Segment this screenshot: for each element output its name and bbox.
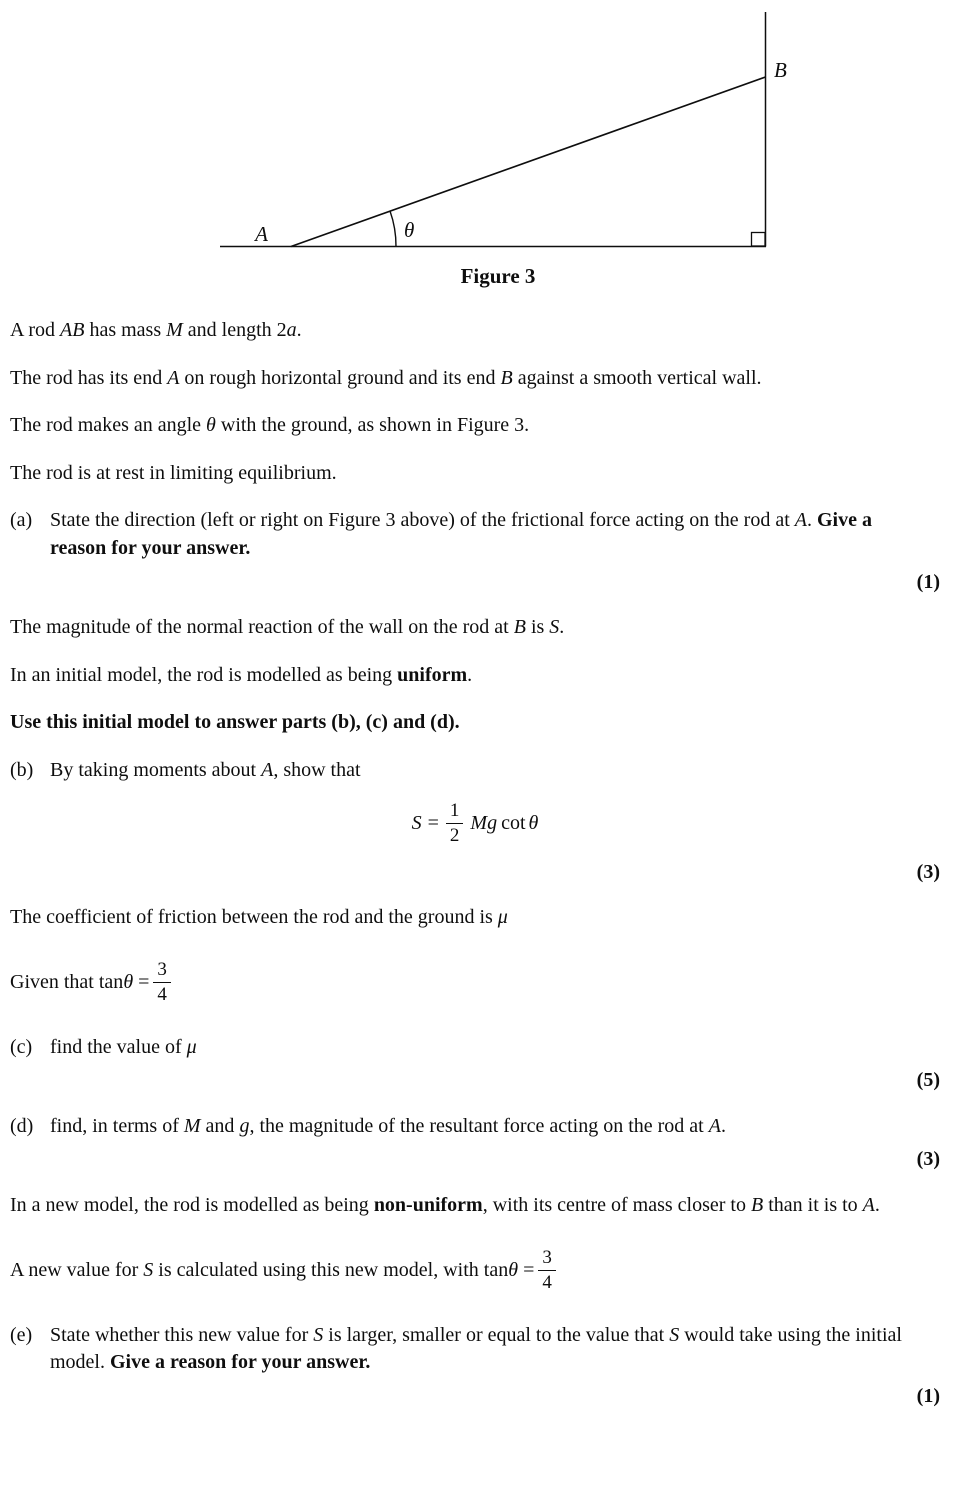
angle-arc bbox=[390, 211, 396, 247]
text-run: A new value for bbox=[10, 1258, 144, 1281]
given-prefix bbox=[10, 969, 149, 997]
text-run: M bbox=[166, 318, 183, 341]
equation-lhs: S bbox=[411, 811, 422, 834]
text-run: AB bbox=[60, 318, 85, 341]
text-run: is larger, smaller or equal to the value that bbox=[323, 1323, 670, 1346]
text-run: θ bbox=[508, 1258, 519, 1281]
text-run: , show that bbox=[273, 758, 361, 781]
text-run: The coefficient of friction between the rod and the ground is bbox=[10, 906, 498, 929]
text-run: find, in terms of bbox=[50, 1114, 184, 1137]
text-run: on rough horizontal ground and its end bbox=[179, 366, 501, 389]
question-part-a bbox=[10, 507, 920, 562]
fraction-three-quarters bbox=[538, 1247, 556, 1294]
text-run: g bbox=[239, 1114, 250, 1137]
label-b: B bbox=[774, 58, 787, 82]
question-part-c bbox=[10, 1034, 920, 1062]
text-run: M bbox=[183, 1114, 201, 1137]
fraction-denominator: 2 bbox=[449, 825, 460, 846]
fraction-numerator: 1 bbox=[446, 800, 464, 824]
para-use-model bbox=[10, 709, 906, 737]
right-angle-marker bbox=[752, 233, 766, 247]
text-run: θ bbox=[123, 970, 134, 993]
text-run: than it is to bbox=[763, 1194, 863, 1217]
label-a: A bbox=[255, 222, 268, 246]
text-run: A bbox=[708, 1114, 721, 1137]
text-run: The rod has its end bbox=[10, 366, 168, 389]
text-run: S bbox=[313, 1323, 324, 1346]
part-b-label: (b) bbox=[10, 758, 34, 781]
para-new-value bbox=[10, 1240, 906, 1302]
text-run: is calculated using this new model, with tan bbox=[153, 1258, 509, 1281]
text-run: Given that tan bbox=[10, 970, 124, 993]
part-d-label: (d) bbox=[10, 1114, 34, 1137]
text-run: In a new model, the rod is modelled as being bbox=[10, 1194, 374, 1217]
text-run: a bbox=[286, 318, 297, 341]
text-run: against a smooth vertical wall. bbox=[512, 366, 762, 389]
question-part-d bbox=[10, 1113, 920, 1141]
text-run: . bbox=[720, 1114, 726, 1137]
text-run: with the ground, as shown in Figure 3. bbox=[215, 414, 530, 437]
text-run: uniform bbox=[397, 663, 468, 686]
new-value-prefix bbox=[10, 1257, 534, 1285]
part-d-text bbox=[50, 1113, 920, 1141]
text-run: Give a reason for your answer. bbox=[50, 509, 872, 559]
fraction-denominator: 4 bbox=[157, 984, 167, 1006]
mark-e: (1) bbox=[916, 1384, 940, 1407]
text-run: S bbox=[669, 1323, 680, 1346]
rod-line bbox=[291, 77, 766, 247]
mark-b: (3) bbox=[916, 860, 940, 883]
figure-3 bbox=[10, 0, 940, 291]
para-equilibrium bbox=[10, 460, 906, 488]
text-run: would take using the initial model. bbox=[50, 1323, 902, 1374]
text-run: , the magnitude of the resultant force acting on the rod at bbox=[249, 1114, 709, 1137]
fraction-numerator: 3 bbox=[538, 1247, 556, 1271]
text-run: . bbox=[806, 509, 817, 532]
text-run: A bbox=[794, 509, 807, 532]
text-run: State the direction (left or right on Figure 3 above) of the frictional force acting on the rod at bbox=[50, 509, 795, 532]
para-given-tan bbox=[10, 952, 906, 1014]
text-run: . bbox=[467, 663, 473, 686]
label-theta: θ bbox=[404, 218, 415, 242]
figure-caption: Figure 3 bbox=[460, 264, 536, 288]
text-run: μ bbox=[186, 1035, 197, 1058]
text-run: . bbox=[874, 1194, 880, 1217]
part-c-text bbox=[50, 1034, 920, 1062]
para-rod-mass bbox=[10, 317, 906, 345]
text-run: Use this initial model to answer parts (b), (c) and (d). bbox=[10, 711, 460, 734]
figure-3-diagram bbox=[10, 0, 956, 258]
question-part-e bbox=[10, 1322, 920, 1377]
para-friction-coeff bbox=[10, 904, 906, 932]
text-run: . bbox=[559, 616, 565, 639]
equation-b bbox=[10, 793, 940, 855]
text-run: A bbox=[862, 1194, 875, 1217]
text-run: Give a reason for your answer. bbox=[110, 1351, 371, 1374]
text-run: . bbox=[296, 318, 302, 341]
text-run: By taking moments about bbox=[50, 758, 262, 781]
part-e-text bbox=[50, 1322, 920, 1377]
fraction-three-quarters bbox=[153, 959, 171, 1006]
part-a-label: (a) bbox=[10, 509, 33, 532]
equation-function: cot bbox=[501, 811, 526, 834]
part-c-label: (c) bbox=[10, 1035, 33, 1058]
text-run: μ bbox=[497, 906, 508, 929]
part-b-text bbox=[50, 757, 920, 785]
mark-a: (1) bbox=[916, 570, 940, 593]
text-run: θ bbox=[206, 414, 216, 437]
fraction-one-half bbox=[446, 800, 464, 847]
text-run: In an initial model, the rod is modelled as being bbox=[10, 663, 398, 686]
text-run: The rod makes an angle bbox=[10, 414, 207, 437]
mark-d: (3) bbox=[916, 1148, 940, 1171]
text-run: find the value of bbox=[50, 1035, 187, 1058]
equation-argument: θ bbox=[528, 811, 539, 834]
text-run: S bbox=[549, 616, 560, 639]
text-run: non-uniform bbox=[373, 1194, 483, 1217]
para-initial-model bbox=[10, 662, 906, 690]
text-run: A bbox=[261, 758, 274, 781]
text-run: has mass bbox=[84, 318, 167, 341]
text-run: = bbox=[133, 970, 150, 993]
part-e-label: (e) bbox=[10, 1323, 33, 1346]
text-run: A rod bbox=[10, 318, 60, 341]
mark-c: (5) bbox=[916, 1069, 940, 1092]
para-new-model bbox=[10, 1192, 906, 1220]
text-run: A bbox=[167, 366, 180, 389]
part-a-text bbox=[50, 507, 920, 562]
text-run: S bbox=[143, 1258, 154, 1281]
text-run: B bbox=[513, 616, 526, 639]
equation-coefficient: Mg bbox=[470, 811, 498, 834]
equals-sign: = bbox=[427, 811, 439, 834]
text-run: B bbox=[751, 1194, 764, 1217]
text-run: The magnitude of the normal reaction of the wall on the rod at bbox=[10, 616, 514, 639]
text-run: and length 2 bbox=[182, 318, 287, 341]
text-run: , with its centre of mass closer to bbox=[482, 1194, 751, 1217]
question-part-b bbox=[10, 757, 920, 785]
fraction-denominator: 4 bbox=[542, 1272, 552, 1294]
text-run: and bbox=[200, 1114, 240, 1137]
text-run: State whether this new value for bbox=[50, 1323, 314, 1346]
text-run: is bbox=[525, 616, 550, 639]
para-reaction bbox=[10, 614, 906, 642]
fraction-numerator: 3 bbox=[153, 959, 171, 983]
para-rod-ends bbox=[10, 365, 906, 393]
text-run: = bbox=[518, 1258, 535, 1281]
text-run: The rod is at rest in limiting equilibrium. bbox=[10, 461, 337, 484]
para-angle bbox=[10, 412, 906, 440]
text-run: B bbox=[500, 366, 513, 389]
